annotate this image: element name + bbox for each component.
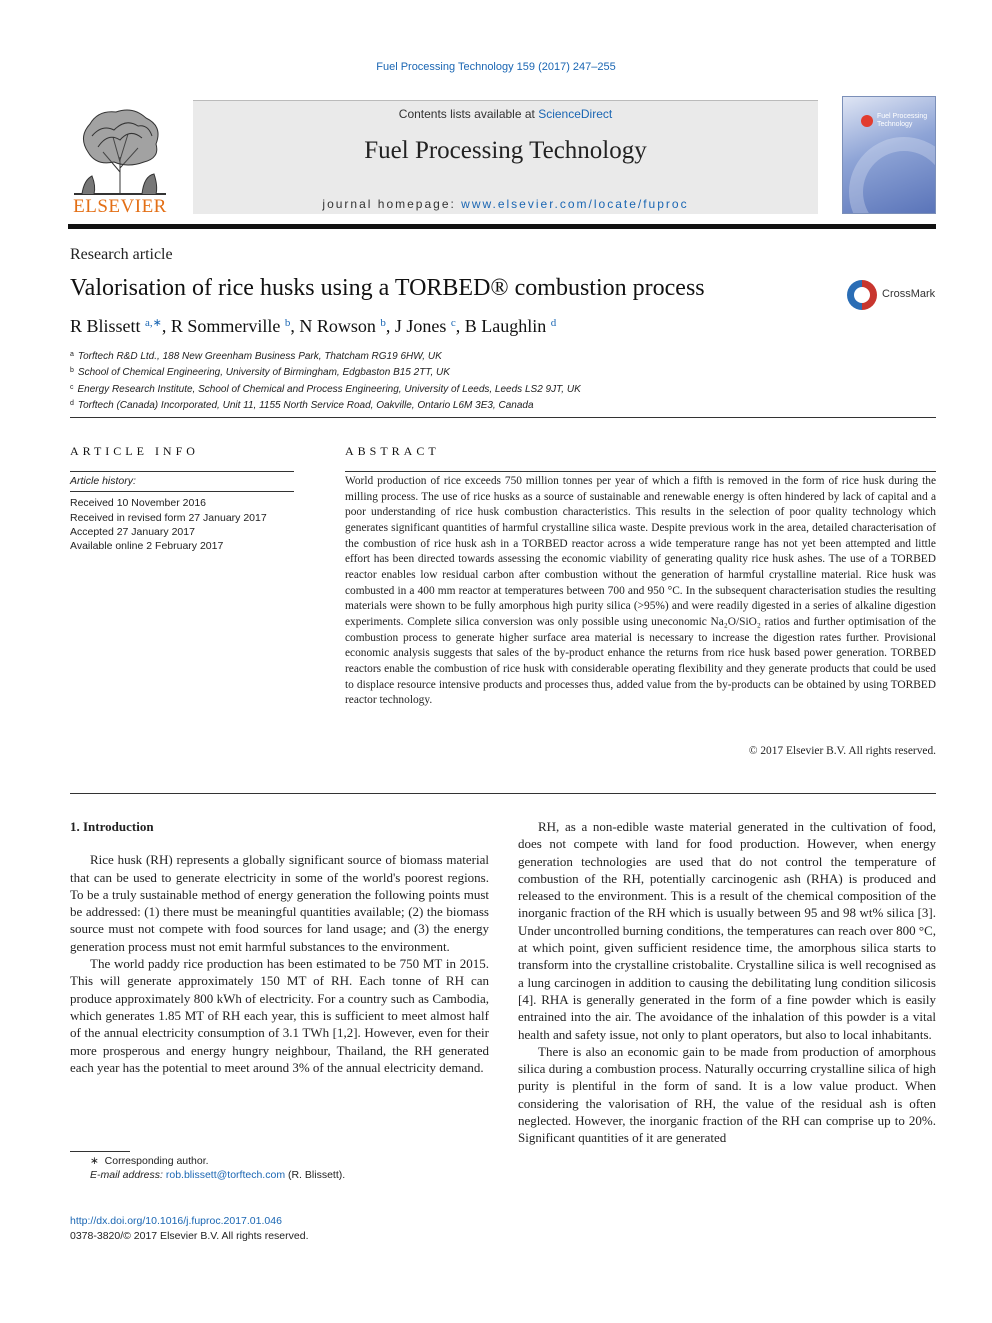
author-affiliation-link[interactable]: d xyxy=(550,317,557,329)
affiliation-item xyxy=(70,364,930,380)
corresponding-mark: ∗ xyxy=(90,1155,99,1167)
author-separator: , xyxy=(161,316,171,336)
author-name: R Sommerville xyxy=(170,316,281,336)
crossmark-icon xyxy=(847,280,877,310)
affiliations xyxy=(70,348,930,413)
author-list xyxy=(70,316,556,337)
section-title: 1. Introduction xyxy=(70,819,154,834)
email-suffix: (R. Blissett). xyxy=(285,1169,346,1181)
crossmark-label: CrossMark xyxy=(882,288,936,300)
affiliation-key: b xyxy=(70,367,74,375)
affiliation-text: Torftech (Canada) Incorporated, Unit 11, 1155 North Service Road, Oakville, Ontario L6M 3E3, Canada xyxy=(77,399,534,411)
body-paragraph: There is also an economic gain to be made from production of amorphous silica during a combustion process. Naturally occurring crystalline silica of high purity is plentiful in the form of sand. It is a low value product. When considering the valorisation of RH, the value of the residual ash is often neglected. However, the inorganic fraction of the RH can comprise up to 20%. Significant quantities of it are generated xyxy=(518,1043,936,1146)
abstract-rule xyxy=(345,471,936,472)
journal-cover-thumbnail[interactable] xyxy=(842,96,936,214)
corresponding-text: Corresponding author. xyxy=(104,1155,209,1167)
affiliation-item xyxy=(70,348,930,364)
body-paragraph: The world paddy rice production has been estimated to be 750 MT in 2015. This will generate approximately 150 MT of RH. Each tonne of RH can produce approximately 800 kWh of electricity. For a country such as Cambodia, which generates 1.85 MT of RH each year, this is sufficient to meet almost half of the annual electricity consumption of 3.1 TWh [1,2]. However, even for their more prosperous and energy hungry neighbour, Thailand, the RH generated each year has the potential to meet around 3% of the annual electricity demand. xyxy=(70,956,489,1075)
author-name: N Rowson xyxy=(299,316,376,336)
history-accepted: Accepted 27 January 2017 xyxy=(70,525,195,538)
bottom-metadata xyxy=(70,1214,309,1243)
article-type: Research article xyxy=(70,246,173,263)
affiliation-item xyxy=(70,397,930,413)
history-revised: Received in revised form 27 January 2017 xyxy=(70,511,267,524)
affiliation-text: Energy Research Institute, School of Chemical and Process Engineering, University of Leeds, Leeds LS2 9JT, UK xyxy=(77,383,581,395)
body-left-column xyxy=(70,818,489,1076)
doi-link[interactable]: http://dx.doi.org/10.1016/j.fuproc.2017.01.046 xyxy=(70,1215,282,1227)
corresponding-author-note xyxy=(70,1154,490,1168)
header-divider xyxy=(68,224,936,229)
affiliation-text: School of Chemical Engineering, University of Birmingham, Edgbaston B15 2TT, UK xyxy=(77,367,450,379)
article-history xyxy=(70,474,294,553)
author-separator: , xyxy=(290,316,300,336)
author-affiliation-link[interactable]: b xyxy=(380,317,386,329)
contents-prefix: Contents lists available at xyxy=(398,107,539,121)
article-title: Valorisation of rice husks using a TORBED® combustion process xyxy=(70,275,705,301)
author-affiliation-link[interactable]: b xyxy=(284,317,291,329)
journal-homepage-line xyxy=(193,197,818,211)
author-name: R Blissett xyxy=(70,316,141,336)
journal-masthead xyxy=(193,100,818,214)
affiliations-divider xyxy=(70,417,936,418)
affiliation-key: c xyxy=(70,383,74,391)
article-history-label: Article history: xyxy=(70,474,294,492)
author-name: J Jones xyxy=(394,316,447,336)
cover-title: Fuel Processing Technology xyxy=(877,113,928,128)
cover-top-bar xyxy=(843,101,935,107)
cover-swirl-graphic xyxy=(849,137,936,214)
body-paragraph: RH, as a non-edible waste material generated in the cultivation of food, does not compete with land for food production. However, when energy generation technologies are used that do not control the temperature of combustion of the RH, potentially carcinogenic ash (RHA) is produced and released to the environment. This is a result of the chemical composition of the inorganic fraction of the RH which is usually between 95 and 98 wt% silica [3]. Under uncontrolled burning conditions, the temperatures can reach over 800 °C, at which point, given sufficient residence time, the amorphous silica starts to transform into the crystalline cristobalite. Crystalline silica is well recognised as a lung carcinogen in addition to causing the debilitating lung condition silicosis [4]. RHA is generally generated in the form of a fine powder which is easily entrained into the air. The avoidance of the inhalation of this powder is a vital health and safety issue, not only to plant operators, but also to local inhabitants. xyxy=(518,819,936,1042)
email-label: E-mail address: xyxy=(90,1169,166,1181)
footnotes xyxy=(70,1154,490,1182)
article-info-rule xyxy=(70,471,294,472)
elsevier-wordmark: ELSEVIER xyxy=(73,196,167,217)
history-online: Available online 2 February 2017 xyxy=(70,540,224,553)
journal-citation-link[interactable]: Fuel Processing Technology 159 (2017) 247–255 xyxy=(376,61,616,73)
sciencedirect-link[interactable]: ScienceDirect xyxy=(538,107,613,121)
affiliation-item xyxy=(70,381,930,397)
crossmark-button[interactable] xyxy=(847,280,939,310)
contents-available-line xyxy=(193,107,818,121)
abstract-text: World production of rice exceeds 750 million tonnes per year of which a fifth is removed in the form of rice husk during the milling process. The use of rice husks as a source of sustainable and renewable energy is often hindered by lack of capital and a poor understanding of rice husk combustion characteristics. This results in the selection of poor quality technology which generates significant quantities of harmful crystalline silica waste. Despite previous work in the area, detailed characterisation of the combustion of rice husk ash in a TORBED reactor across a wide temperature range has not yet been attempted and little effort has been directed towards assessing the economic viability of generating quality rice husk ashes. The use of a TORBED reactor enables low residual carbon after combustion without the generation of harmful crystalline material. Rice husk was combusted in a 400 mm reactor at temperatures between 700 and 950 °C. In the subsequent characterisation studies the resulting materials were shown to be fully amorphous high purity silica (>95%) and were readily digested in a series of alkaline digestion experiments. Complete silica conversion was only possible using uneconomic Na₂O/SiO₂ ratios and further optimisation of the combustion process to generate higher surface area material is necessary to increase the digestion rates further. Provisional economic analysis suggests that sales of the by-product enhance the returns from rice husk based power generation. TORBED reactors enable the combustion of rice husk with considerable operating flexibility and they generate products that could be used to displace resource intensive products and processes thus, added value from the by-products can be obtained by using TORBED reactor technology. xyxy=(345,475,936,707)
journal-name: Fuel Processing Technology xyxy=(364,137,647,164)
article-info-heading: ARTICLE INFO xyxy=(70,444,199,458)
footnote-divider xyxy=(70,1151,130,1152)
body-right-column xyxy=(518,818,936,1147)
abstract-divider xyxy=(70,793,936,794)
affiliation-text: Torftech R&D Ltd., 188 New Greenham Business Park, Thatcham RG19 6HW, UK xyxy=(77,351,442,362)
email-link[interactable]: rob.blissett@torftech.com xyxy=(165,1169,286,1181)
abstract-heading: ABSTRACT xyxy=(345,444,440,458)
author-separator: , xyxy=(455,316,465,336)
author-affiliation-link[interactable]: a,∗ xyxy=(145,317,162,329)
author-name: B Laughlin xyxy=(464,316,547,336)
history-received: Received 10 November 2016 xyxy=(70,497,206,510)
cover-badge-icon xyxy=(861,115,873,127)
author-affiliation-link[interactable]: c xyxy=(450,317,456,329)
abstract-copyright: © 2017 Elsevier B.V. All rights reserved. xyxy=(748,745,936,757)
affiliation-key: a xyxy=(70,351,74,358)
homepage-link[interactable]: www.elsevier.com/locate/fuproc xyxy=(461,197,689,211)
author-separator: , xyxy=(385,316,395,336)
issn-copyright: 0378-3820/© 2017 Elsevier B.V. All rights reserved. xyxy=(70,1229,309,1242)
body-paragraph: Rice husk (RH) represents a globally significant source of biomass material that can be used to generate electricity in some of the world's poorest regions. To be a truly sustainable method of energy generation the following points must be addressed: (1) there must be meaningful quantities available; (2) the biomass source must not compete with food sources for land usage; and (3) the energy generation process must not emit harmful substances to the environment. xyxy=(70,852,489,954)
email-note xyxy=(70,1168,490,1182)
affiliation-key: d xyxy=(70,399,74,407)
homepage-prefix: journal homepage: xyxy=(322,197,462,211)
